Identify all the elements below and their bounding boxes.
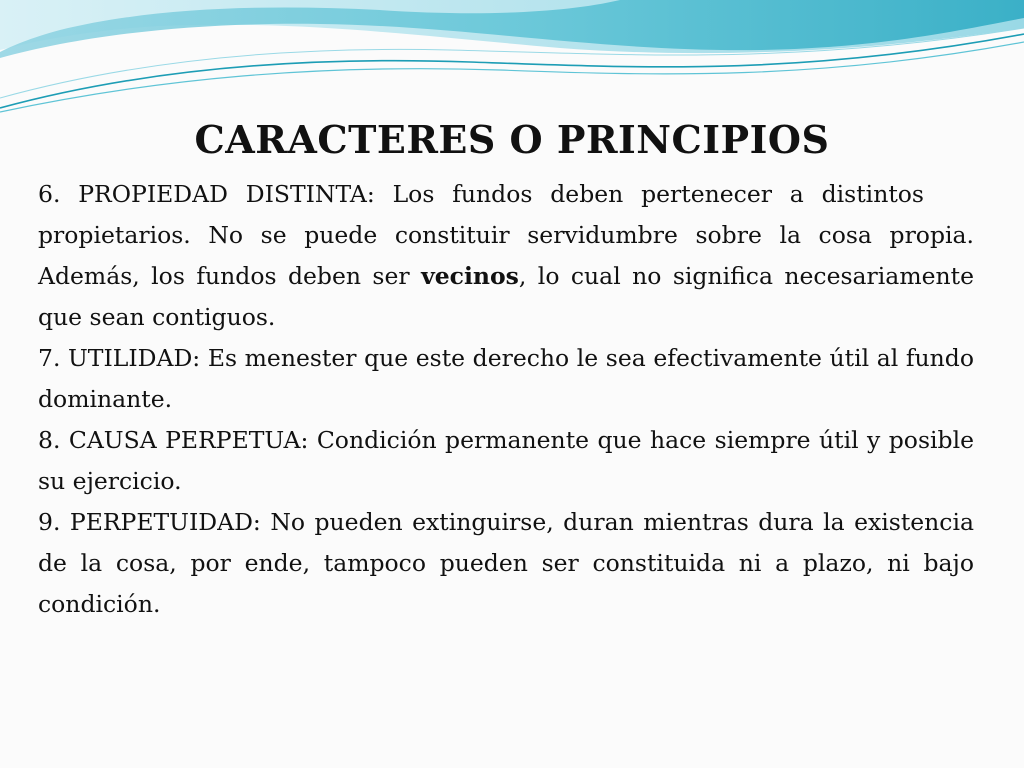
slide-body xyxy=(38,174,974,625)
item-9-text: No pueden extinguirse, duran mientras dura la existencia de la cosa, por ende, tampoco pueden ser constituida ni a plazo, ni bajo condición. xyxy=(38,508,974,618)
header-wave-decoration xyxy=(0,0,1024,120)
item-8-label: 8. CAUSA PERPETUA: xyxy=(38,426,309,454)
item-7-text: Es menester que este derecho le sea efectivamente útil al fundo dominante. xyxy=(38,344,974,413)
item-6-label: 6. PROPIEDAD DISTINTA: xyxy=(38,180,375,208)
item-6-bold-word: vecinos xyxy=(421,262,519,290)
item-9-paragraph xyxy=(38,502,974,625)
slide-title: CARACTERES O PRINCIPIOS xyxy=(194,117,830,162)
item-7-paragraph xyxy=(38,338,974,420)
item-8-text: Condición permanente que hace siempre útil y posible su ejercicio. xyxy=(38,426,974,495)
item-8-paragraph xyxy=(38,420,974,502)
item-6-paragraph xyxy=(38,174,974,338)
item-9-label: 9. PERPETUIDAD: xyxy=(38,508,261,536)
item-6-text-2: propietarios. No se puede constituir servidumbre sobre la cosa propia. Además, los fundos deben ser xyxy=(38,221,974,290)
item-6-text-3: , lo cual no significa necesariamente que sean contiguos. xyxy=(38,262,974,331)
item-7-label: 7. UTILIDAD: xyxy=(38,344,201,372)
item-6-text-1: Los fundos deben pertenecer a distintos xyxy=(392,180,924,208)
